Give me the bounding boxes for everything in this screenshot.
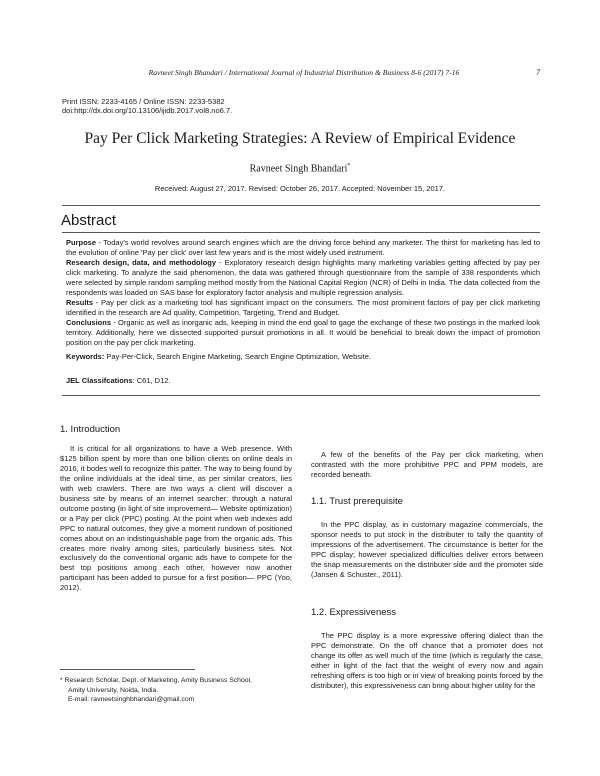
abstract-results (66, 298, 540, 318)
paragraph: It is critical for all organizations to have a Web presence. With $125 billion spent by more than one billion clients on online deals in 2016, it bodes well to recognize this patter. The way to being found by the online individuals at the ideal time, as per similar creators, lies with web crawlers. There are two ways a client will discover a business site by means of an internet searcher: through a natural outcome posting (in light of site improvement— Website optimization) or a Pay per click (PPC) posting. At the point when web indexes add PPC to natural outcomes, they give a moment rundown of positioned comes about on an indistinguishable page from the organic ads. This creates more rivalry among sites, particularly business sites. Not exclusively do the conventional organic ads have to compete for the best top positions among each other, however now another participant has been added to pursue for a first position— PPC (Yoo, 2012). (60, 444, 292, 593)
article-title: Pay Per Click Marketing Strategies: A Review of Empirical Evidence (84, 130, 516, 147)
introduction-body (60, 444, 292, 593)
expressiveness-body (311, 631, 543, 691)
abstract-body (66, 238, 540, 347)
doi-line[interactable]: doi:http://dx.doi.org/10.13106/ijidb.2017.vol8.no6.7. (62, 106, 233, 116)
section-heading-trust: 1.1. Trust prerequisite (311, 496, 403, 507)
keywords-label: Keywords: (66, 352, 105, 361)
keywords-text: Pay-Per-Click, Search Engine Marketing, Search Engine Optimization, Website. (104, 352, 371, 361)
author-name: Ravneet Singh Bhandari (249, 163, 348, 175)
article-dates: Received: August 27, 2017. Revised: October 26, 2017. Accepted: November 15, 2017. (154, 184, 446, 193)
trust-body (311, 520, 543, 580)
divider (62, 232, 540, 233)
paragraph: A few of the benefits of the Pay per click marketing, when contrasted with the more prohibitive PPC and PPM models, are recorded beneath. (311, 450, 543, 479)
paragraph: In the PPC display, as in customary magazine commercials, the sponsor needs to put stock in the distributer to tally the quantity of impressions of the advertisement. The circumstance is better for the PPC display; however specialized difficulties deliver errors between the snap measurements on the distributer side and the promoter side (Jansen & Schuster., 2011). (311, 520, 543, 579)
footnote-university: Amity University, Noida, India. (68, 686, 159, 694)
purpose-text: - Today's world revolves around search engines which are the driving force behind any marketer. The thirst for marketing has led to the evolution of online 'Pay per click' over last few years and is the most widely used instrument. (66, 238, 540, 257)
divider (62, 395, 540, 396)
design-text: - Exploratory research design highlights many marketing variables getting affected by pay per click marketing. To analyze the said phenomenon, the data was gathered through questionnaire from the sample of 338 respondents which were selected by simple random sampling method mostly from the National Capital Region (NCR) of Delhi in India. The data collected from the respondents was loaded on SAS base for exploratory factor analysis and multiple regression analysis. (66, 257, 541, 297)
conclusions-label: Conclusions (66, 317, 112, 327)
keywords (66, 352, 540, 361)
abstract-design (66, 258, 540, 298)
abstract-purpose (66, 238, 540, 258)
footnote (60, 676, 300, 705)
author-footnote-mark: * (347, 163, 351, 169)
running-head: Ravneet Singh Bhandari / International Journal of Industrial Distribution & Business 8-6 (2017) 7-16 (148, 68, 460, 77)
design-label: Research design, data, and methodology (66, 257, 217, 267)
benefits-intro (311, 450, 543, 480)
abstract-heading: Abstract (61, 212, 117, 229)
section-heading-expressiveness: 1.2. Expressiveness (311, 607, 397, 618)
section-heading-introduction: 1. Introduction (60, 424, 121, 435)
footnote-affiliation: * Research Scholar, Dept. of Marketing, Amity Business School, (60, 677, 252, 684)
jel-text: : C61, D12. (132, 376, 171, 385)
abstract-conclusions (66, 318, 540, 348)
divider (62, 205, 540, 206)
purpose-label: Purpose (66, 238, 97, 247)
issn-line: Print ISSN: 2233-4165 / Online ISSN: 2233-5382 (62, 97, 225, 106)
author-line (40, 163, 560, 174)
issn-block (62, 97, 232, 116)
results-label: Results (66, 297, 94, 307)
jel-classifications (66, 376, 540, 385)
paragraph: The PPC display is a more expressive offering dialect than the PPC demonstrate. On the off chance that a promoter does not change its offer as well much of the time (which is regularly the case, either in light of the fact that the weight of every now and again refreshing offers is too high or in view of breaking points forced by the distributer), this expressiveness can bring about higher utility for the (311, 631, 543, 690)
conclusions-text: - Organic as well as inorganic ads, keeping in mind the end goal to gage the exchange of these two postings in the marked look territory. Additionally, here we dissected supported pursuit promotions in all. It would be beneficial to break down the impact of promotion position on the pay per click marketing. (66, 317, 540, 347)
footnote-email[interactable]: E-mail: ravneetsinghbhandari@gmail.com (68, 696, 195, 704)
jel-label: JEL Classifcations (66, 376, 133, 385)
footnote-divider (60, 669, 195, 670)
results-text: - Pay per click as a marketing tool has significant impact on the consumers. The most prominent factors of pay per click marketing identified in the research are Ad quality, Competition, Targeting, Trend and Budget. (66, 297, 540, 317)
page-number: 7 (536, 68, 540, 77)
